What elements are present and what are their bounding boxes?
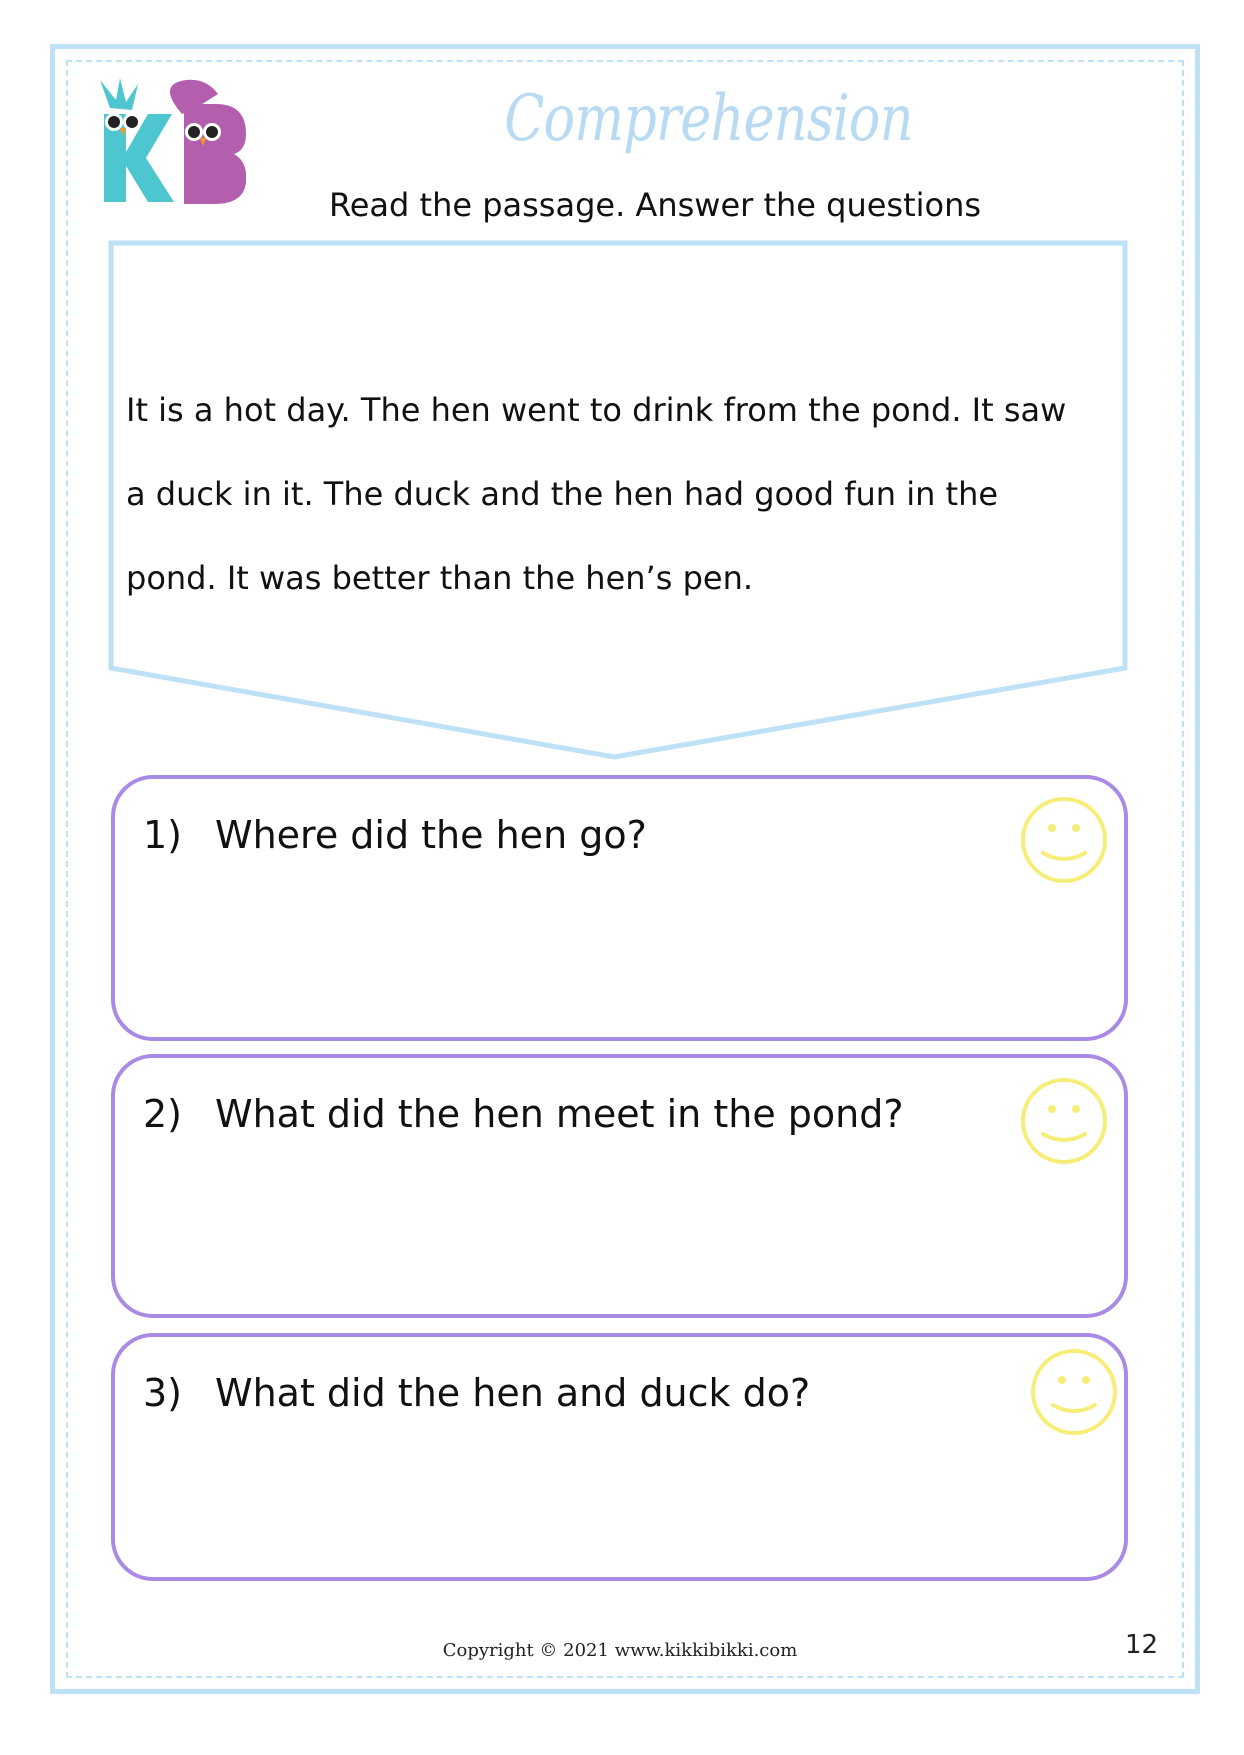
- passage-text: [126, 368, 1136, 620]
- question-number: 3): [143, 1371, 183, 1415]
- question-box-2[interactable]: [111, 1054, 1128, 1318]
- question-box-3[interactable]: [111, 1333, 1128, 1581]
- passage-line: It is a hot day. The hen went to drink from the pond. It saw: [126, 391, 1067, 429]
- copyright-text: Copyright © 2021 www.kikkibikki.com: [442, 1640, 798, 1661]
- passage-line: a duck in it. The duck and the hen had good fun in the: [126, 475, 999, 513]
- question-text: What did the hen meet in the pond?: [215, 1092, 904, 1136]
- smiley-face-icon: [1019, 1076, 1109, 1166]
- question-text: What did the hen and duck do?: [215, 1371, 811, 1415]
- question-text: Where did the hen go?: [215, 813, 647, 857]
- smiley-face-icon: [1019, 795, 1109, 885]
- question-box-1[interactable]: [111, 775, 1128, 1041]
- question-number: 2): [143, 1092, 183, 1136]
- question-number: 1): [143, 813, 183, 857]
- page-number: 12: [1125, 1630, 1159, 1660]
- passage-line: pond. It was better than the hen’s pen.: [126, 559, 754, 597]
- worksheet-title: Comprehension: [504, 82, 913, 156]
- instruction-text: Read the passage. Answer the questions: [328, 186, 982, 224]
- kb-logo: [86, 74, 246, 214]
- smiley-face-icon: [1029, 1347, 1119, 1437]
